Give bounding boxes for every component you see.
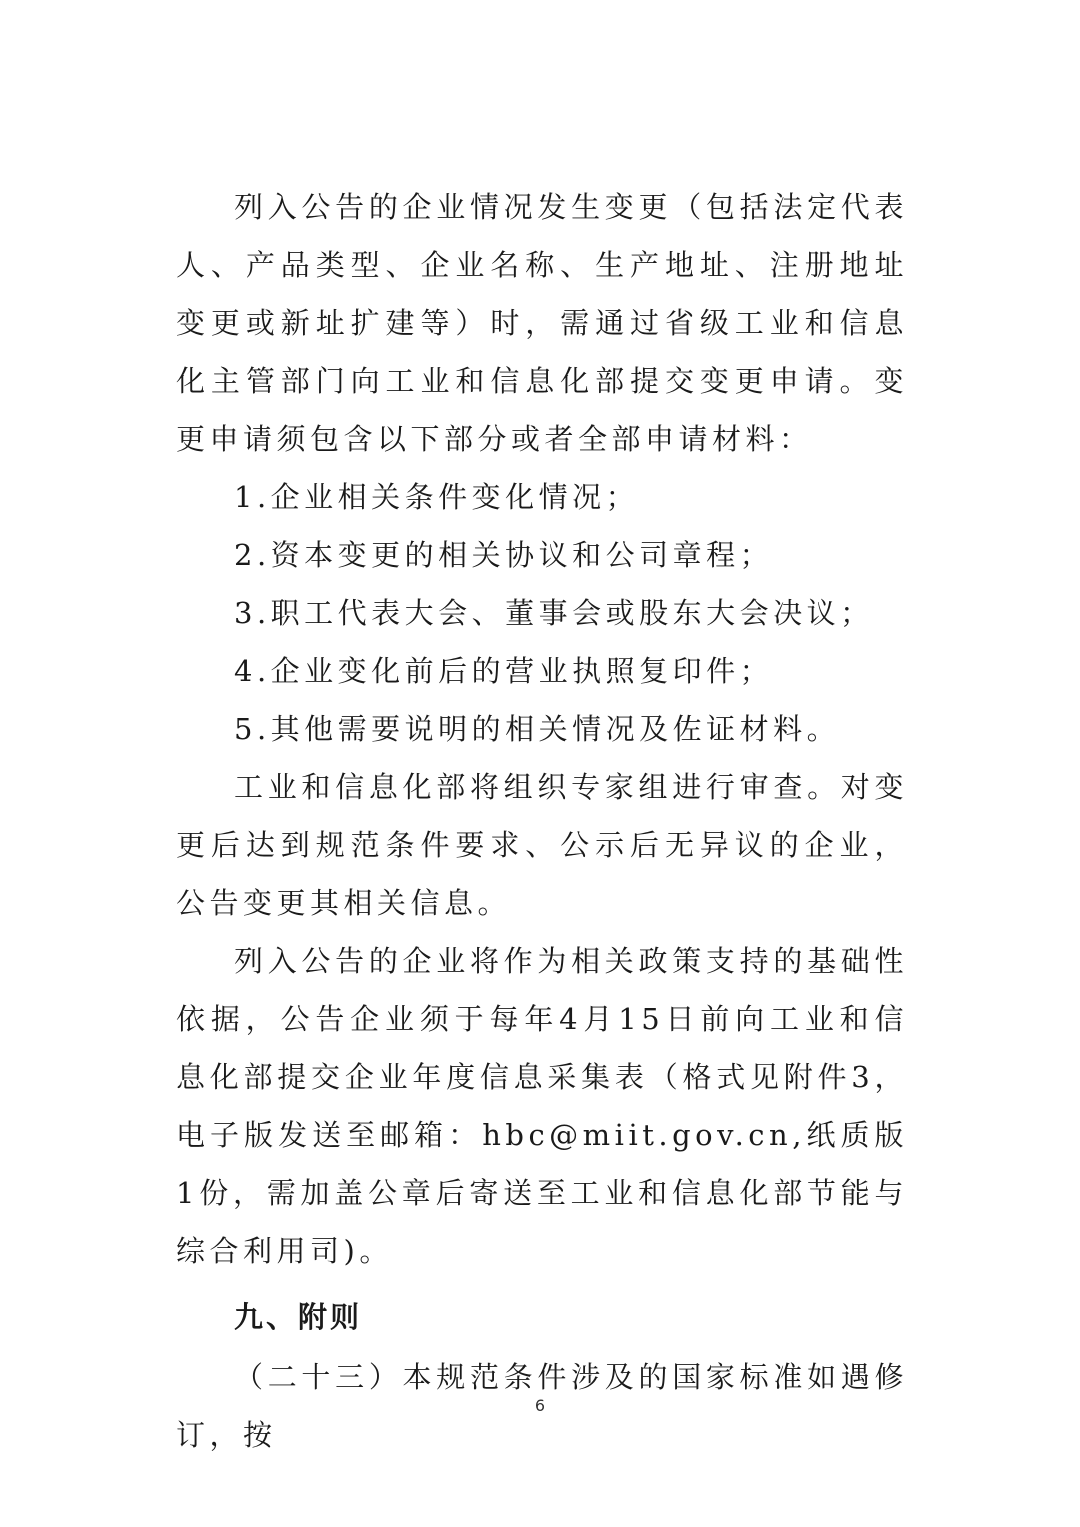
paragraph-review: 工业和信息化部将组织专家组进行审查。对变更后达到规范条件要求、公示后无异议的企业，公告变更其相关信息。: [176, 770, 908, 920]
list-item-material-1: 1.企业相关条件变化情况；: [234, 480, 640, 514]
paragraph-change-request: 列入公告的企业情况发生变更（包括法定代表人、产品类型、企业名称、生产地址、注册地址变更或新址扩建等）时，需通过省级工业和信息化主管部门向工业和信息化部提交变更申请。变更申请须包含以下部分或者全部申请材料：: [176, 190, 908, 456]
page-number: 6: [534, 1396, 546, 1415]
list-item-material-4: 4.企业变化前后的营业执照复印件；: [234, 654, 774, 688]
section-heading: 九、附则: [234, 1300, 363, 1334]
paragraph-clause-23: （二十三）本规范条件涉及的国家标准如遇修订，按: [176, 1360, 908, 1452]
document-body: [176, 178, 908, 1464]
list-item-material-2: 2.资本变更的相关协议和公司章程；: [234, 538, 774, 572]
list-item-material-5: 5.其他需要说明的相关情况及佐证材料。: [234, 712, 841, 746]
paragraph-annual-report: 列入公告的企业将作为相关政策支持的基础性依据，公告企业须于每年4月15日前向工业和信息化部提交企业年度信息采集表（格式见附件3，电子版发送至邮箱：hbc@miit.gov.cn,纸质版1份，需加盖公章后寄送至工业和信息化部节能与综合利用司)。: [176, 944, 908, 1268]
list-item-material-3: 3.职工代表大会、董事会或股东大会决议；: [234, 596, 874, 630]
